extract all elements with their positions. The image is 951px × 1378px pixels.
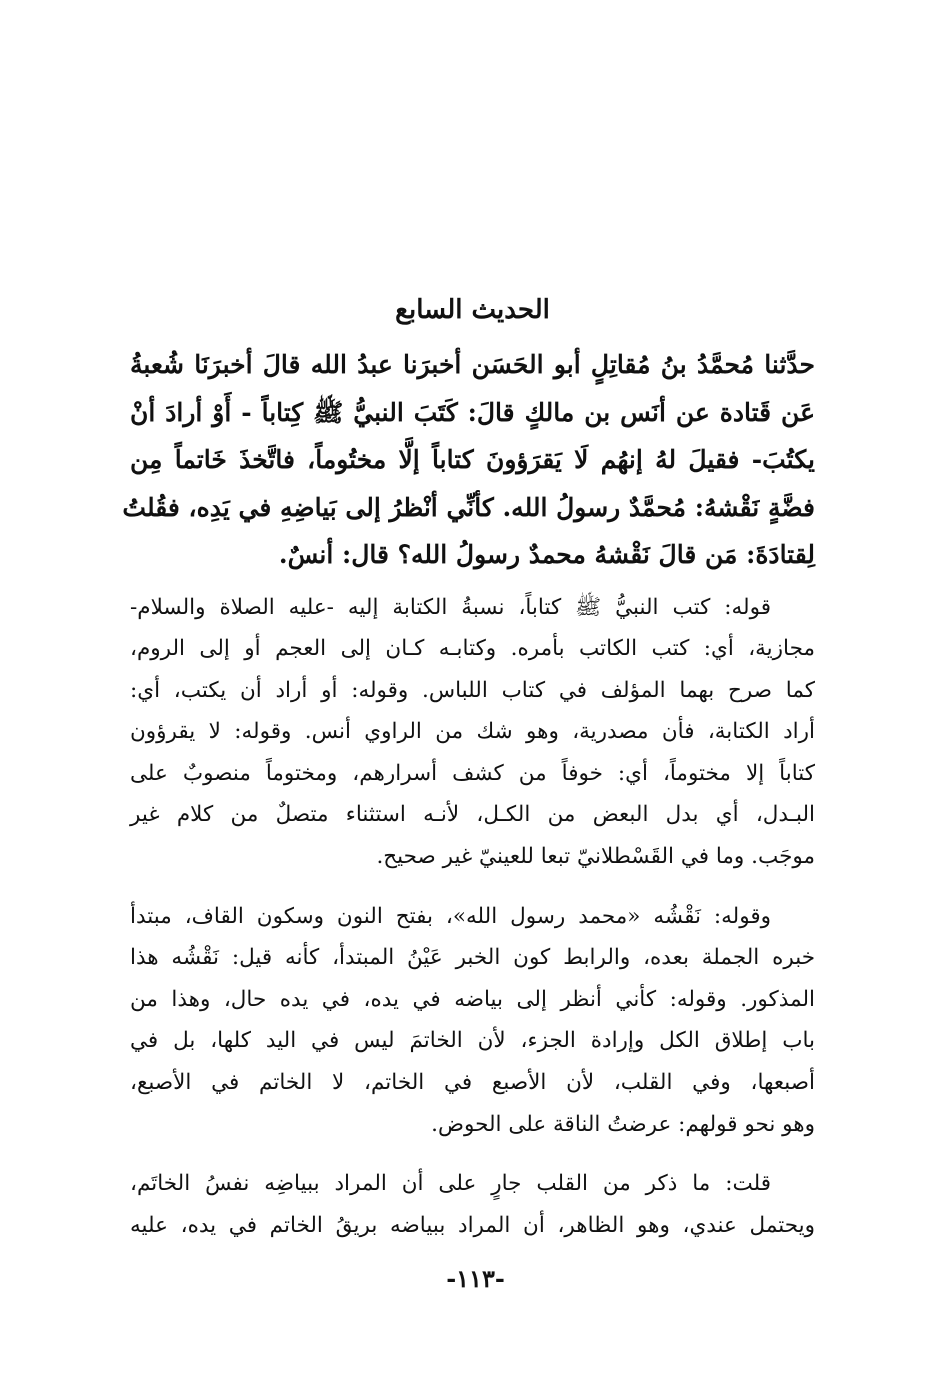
commentary-paragraph-1 — [130, 587, 815, 878]
chapter-title: الحديث السابع — [395, 295, 550, 325]
hadith-line: عَن قَتادة عن أنَس بن مالكٍ قالَ: كَتَبَ النبيُّ ﷺ كِتاباً - أَوْ أرادَ أنْ — [130, 397, 815, 427]
paragraph-line: المذكور. وقوله: كأني أنظر إلى بياضه في يده، في يده حال، وهذا من — [130, 986, 815, 1012]
paragraph-line: ويحتمل عندي، وهو الظاهر، أن المراد ببياضه بريقُ الخاتم في يده، عليه — [130, 1212, 815, 1238]
commentary-paragraph-2 — [130, 896, 815, 1146]
page-number: -١١٣- — [446, 1264, 505, 1293]
paragraph-line: وقوله: نَقْشُه «محمد رسول الله»، بفتح النون وسكون القاف، مبتدأ — [130, 903, 771, 929]
hadith-line: لِقتادَةَ: مَن قالَ نَقْشهُ محمدٌ رسولُ الله؟ قال: أنسٌ. — [278, 540, 815, 569]
page-body — [122, 285, 815, 1246]
paragraph-line: موجَب. وما في القَسْطلانيّ تبعا للعينيّ غير صحيح. — [376, 844, 815, 870]
paragraph-line: مجازية، أي: كتب الكاتب بأمره. وكتابـه كـان إلى العجم أو إلى الروم، — [130, 636, 815, 662]
hadith-line: يكتُبَ- فقيلَ لهُ إنهُم لَا يَقرَؤونَ كتاباً إلَّا مختُوماً، فاتَّخذَ خَاتماً مِن — [130, 445, 815, 474]
paragraph-line: خبره الجملة بعده، والرابط كون الخبر عَيْنُ المبتدأ، كأنه قيل: نَقْشُه هذا — [130, 945, 815, 971]
paragraph-line: قوله: كتب النبيُّ ﷺ كتاباً، نسبةُ الكتابة إليه -عليه الصلاة والسلام- — [130, 594, 771, 620]
paragraph-line: كما صرح بهما المؤلف في كتاب اللباس. وقوله: أو أراد أن يكتب، أي: — [130, 677, 815, 703]
hadith-line: فضَّةٍ نَقْشهُ: مُحمَّدٌ رسولُ الله. كأنِّي أنْظرُ إلى بَياضِهِ في يَدِه، فقُلتُ — [122, 492, 815, 522]
paragraph-line: أصبعها، وفي القلب، لأن الأصبع في الخاتم، لا الخاتم في الأصبع، — [130, 1070, 815, 1096]
commentary-paragraph-3 — [130, 1163, 815, 1246]
paragraph-line: البـدل، أي بدل البعض من الكـل، لأنـه استثناء متصلٌ من كلام غير — [130, 802, 815, 828]
hadith-text — [122, 341, 815, 579]
paragraph-line: كتاباً إلا مختوماً، أي: خوفاً من كشف أسرارهم، ومختوماً منصوبٌ على — [130, 760, 815, 786]
paragraph-line: باب إطلاق الكل وإرادة الجزء، لأن الخاتمَ ليس في اليد كلها، بل في — [130, 1028, 815, 1054]
paragraph-line: قلت: ما ذكر من القلب جارٍ على أن المراد ببياضِه نفسُ الخاتَم، — [130, 1171, 771, 1197]
paragraph-line: وهو نحو قولهم: عرضتُ الناقة على الحوض. — [431, 1111, 815, 1137]
hadith-line: حدَّثنا مُحمَّدُ بنُ مُقاتِلٍ أبو الحَسَن أخبرَنا عبدُ الله قالَ أخبرَنَا شُعبةُ — [130, 350, 815, 379]
paragraph-line: أراد الكتابة، فأن مصدرية، وهو شك من الراوي أنس. وقوله: لا يقرؤون — [130, 719, 815, 745]
